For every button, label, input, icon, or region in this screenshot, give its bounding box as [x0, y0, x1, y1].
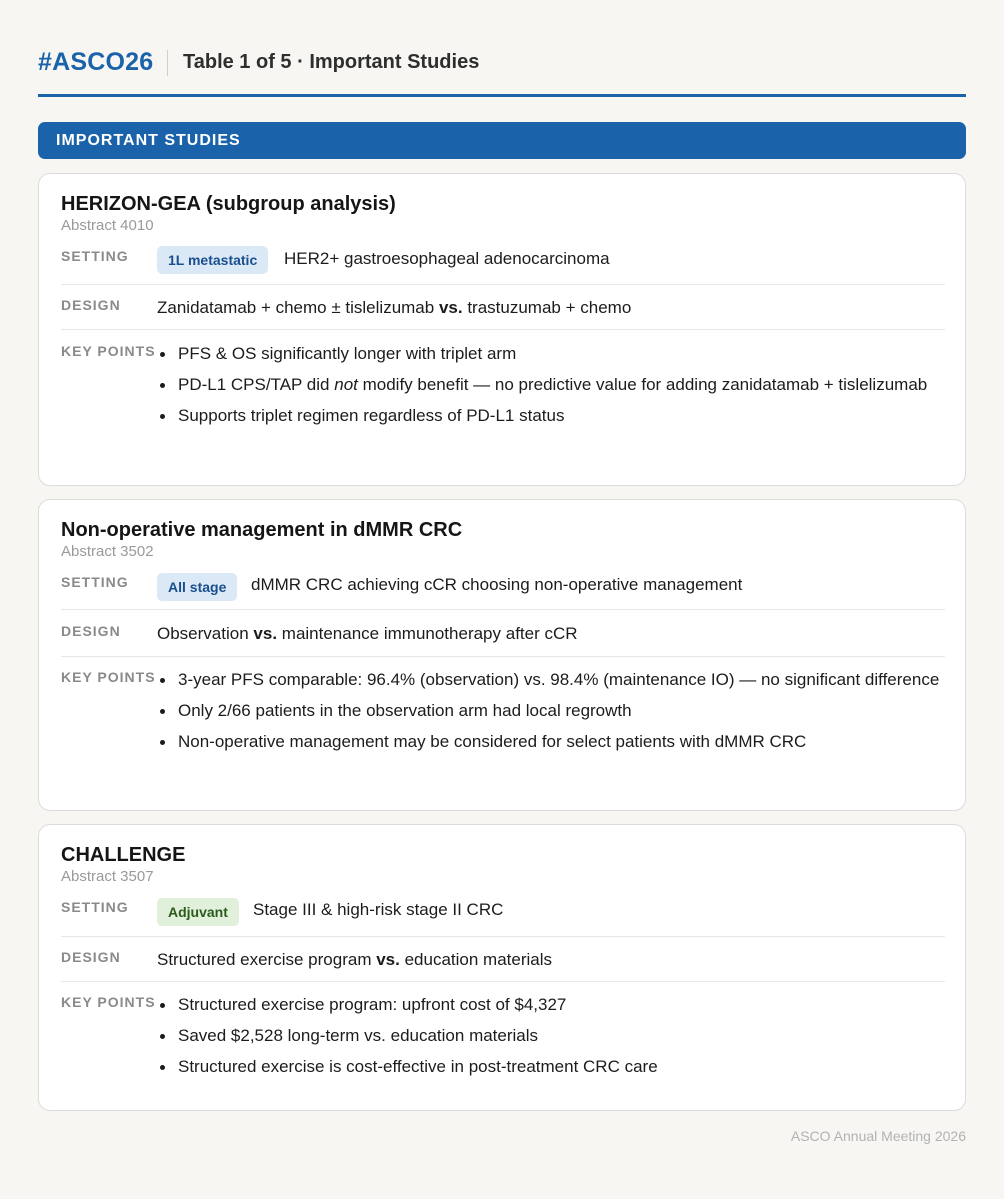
design-label: DESIGN [61, 949, 121, 965]
study-title: CHALLENGE [61, 844, 186, 866]
key-points-label: KEY POINTS [61, 669, 156, 685]
study-abstract: Abstract 3507 [61, 868, 154, 885]
key-point: Structured exercise is cost-effective in post-treatment CRC care [157, 1053, 947, 1080]
key-point [157, 371, 947, 398]
design-arm-b: maintenance immunotherapy after cCR [281, 624, 578, 643]
row-divider [61, 329, 945, 330]
header-divider [167, 50, 168, 76]
design-arm-b: trastuzumab + chemo [467, 298, 632, 317]
design-text [157, 624, 578, 644]
setting-badge: Adjuvant [157, 898, 239, 926]
design-arm-b: education materials [404, 950, 553, 969]
key-point: Only 2/66 patients in the observation arm had local regrowth [157, 697, 947, 724]
key-point-part: modify benefit — no predictive value for adding zanidatamab + tislelizumab [362, 375, 928, 394]
key-points-label: KEY POINTS [61, 994, 156, 1010]
key-points-list [157, 666, 947, 759]
setting-text: Stage III & high-risk stage II CRC [253, 900, 504, 919]
key-point: Supports triplet regimen regardless of PD-L1 status [157, 402, 947, 429]
key-point: Saved $2,528 long-term vs. education materials [157, 1022, 947, 1049]
row-divider [61, 284, 945, 285]
key-point: Structured exercise program: upfront cost of $4,327 [157, 991, 947, 1018]
key-points-label: KEY POINTS [61, 343, 156, 359]
setting-label: SETTING [61, 899, 129, 915]
footer-meeting-name: ASCO Annual Meeting 2026 [790, 1128, 966, 1144]
key-point-emphasis: not [334, 375, 358, 394]
key-points-list [157, 340, 947, 433]
key-points-list [157, 991, 947, 1084]
key-point-part: PD-L1 CPS/TAP did [178, 375, 330, 394]
setting-text: dMMR CRC achieving cCR choosing non-operative management [251, 575, 743, 594]
setting-text: HER2+ gastroesophageal adenocarcinoma [284, 249, 610, 268]
design-vs: vs. [253, 624, 278, 643]
page-header [38, 44, 966, 97]
key-point: PFS & OS significantly longer with triplet arm [157, 340, 947, 367]
design-text [157, 950, 552, 970]
key-point: 3-year PFS comparable: 96.4% (observation) vs. 98.4% (maintenance IO) — no significant difference [157, 666, 947, 693]
setting-badge: 1L metastatic [157, 246, 268, 274]
study-title: HERIZON-GEA (subgroup analysis) [61, 193, 396, 215]
design-vs: vs. [438, 298, 463, 317]
study-card-challenge [38, 824, 966, 1111]
study-card-herizon-gea [38, 173, 966, 486]
design-vs: vs. [376, 950, 400, 969]
study-card-dmmr-crc [38, 499, 966, 811]
design-text [157, 298, 631, 318]
study-abstract: Abstract 3502 [61, 543, 154, 560]
row-divider [61, 981, 945, 982]
study-abstract: Abstract 4010 [61, 217, 154, 234]
design-arm-a: Zanidatamab + chemo ± tislelizumab [157, 298, 435, 317]
design-arm-a: Structured exercise program [157, 950, 372, 969]
section-banner [38, 122, 966, 159]
key-point: Non-operative management may be considered for select patients with dMMR CRC [157, 728, 947, 755]
design-label: DESIGN [61, 623, 121, 639]
row-divider [61, 936, 945, 937]
design-arm-a: Observation [157, 624, 249, 643]
row-divider [61, 656, 945, 657]
row-divider [61, 609, 945, 610]
page-title: Table 1 of 5 · Important Studies [183, 51, 480, 73]
design-label: DESIGN [61, 297, 121, 313]
brand-hashtag: #ASCO26 [38, 48, 154, 76]
section-title: IMPORTANT STUDIES [56, 132, 241, 149]
setting-badge: All stage [157, 573, 237, 601]
setting-label: SETTING [61, 248, 129, 264]
setting-label: SETTING [61, 574, 129, 590]
study-title: Non-operative management in dMMR CRC [61, 519, 463, 541]
